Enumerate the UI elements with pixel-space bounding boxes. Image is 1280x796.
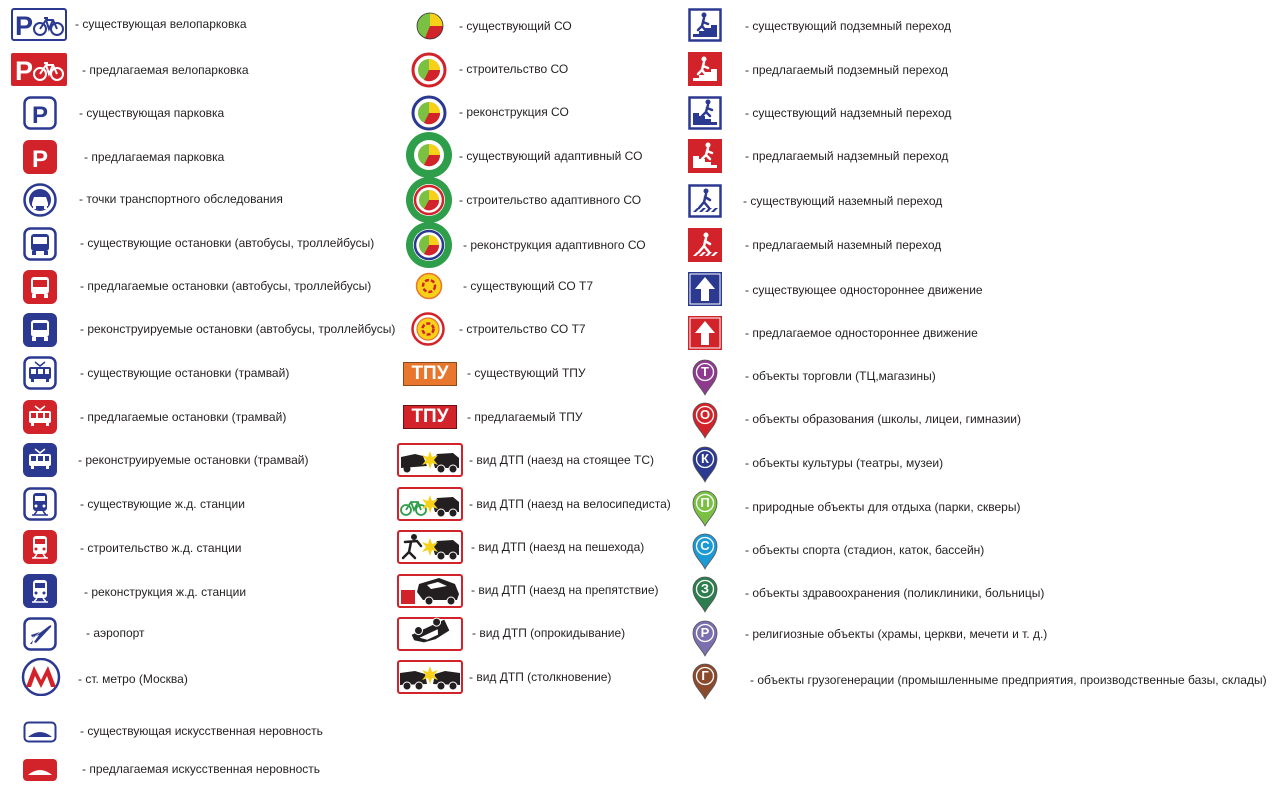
legend-label: - природные объекты для отдыха (парки, скверы): [745, 500, 1021, 514]
car-survey-point-icon: [23, 183, 57, 217]
legend-label: - существующая парковка: [79, 106, 225, 120]
pin-letter: Р: [700, 625, 710, 640]
legend-label: - аэропорт: [86, 626, 145, 640]
tpu-proposed-icon: ТПУ: [403, 405, 457, 429]
legend-label: - строительство СО: [459, 62, 569, 76]
legend-label: - существующий подземный переход: [745, 19, 951, 33]
pin-freight-icon: [690, 662, 720, 700]
legend-label: - существующая велопарковка: [75, 17, 247, 31]
legend-label: - реконструкция адаптивного СО: [463, 238, 646, 252]
pin-sport-icon: [690, 532, 720, 570]
legend-label: - существующий адаптивный СО: [459, 149, 643, 163]
tpu-existing-icon: ТПУ: [403, 362, 457, 386]
legend-label: - предлагаемый подземный переход: [745, 63, 948, 77]
bus-stop-proposed-icon: [23, 270, 57, 304]
accident-pedestrian-icon: [397, 530, 463, 564]
svg-text:P: P: [15, 11, 34, 41]
legend-label: - объекты спорта (стадион, каток, бассейн): [745, 543, 985, 557]
legend-label: - существующий СО: [459, 19, 572, 33]
pin-trade-icon: [690, 358, 720, 396]
bike-parking-proposed-icon: [11, 53, 67, 86]
legend-label: - существующие остановки (автобусы, троллейбусы): [80, 236, 375, 250]
tram-stop-reconstruction-icon: [23, 443, 57, 477]
accident-cyclist-icon: [397, 487, 463, 521]
pin-letter: П: [700, 495, 710, 510]
accident-parked-vehicle-icon: [397, 443, 463, 477]
underpass-existing-icon: [688, 8, 722, 42]
pin-health-icon: [690, 575, 720, 613]
tram-stop-proposed-icon: [23, 400, 57, 434]
legend-label: - предлагаемое одностороннее движение: [745, 326, 978, 340]
speed-bump-existing-icon: [23, 721, 57, 743]
adaptive-traffic-light-construction-icon: [405, 176, 453, 224]
svg-text:P: P: [31, 146, 49, 173]
traffic-light-existing-icon: [415, 11, 445, 41]
legend-label: - вид ДТП (опрокидывание): [472, 626, 626, 640]
legend-label: - реконструируемые остановки (трамвай): [78, 453, 309, 467]
accident-rollover-icon: [397, 617, 463, 651]
overpass-proposed-icon: [688, 139, 722, 173]
bus-stop-existing-icon: [23, 227, 57, 261]
legend-label: - вид ДТП (наезд на стоящее ТС): [469, 453, 655, 467]
legend-label: - объекты образования (школы, лицеи, гимназии): [745, 412, 1021, 426]
pin-letter: К: [701, 451, 709, 466]
pin-letter: З: [700, 581, 710, 596]
rail-station-construction-icon: [23, 530, 57, 564]
legend-label: - существующие остановки (трамвай): [80, 366, 290, 380]
legend-label: - предлагаемый наземный переход: [745, 238, 942, 252]
accident-obstacle-icon: [397, 574, 463, 608]
pin-culture-icon: [690, 445, 720, 483]
legend-label: - существующая искусственная неровность: [80, 724, 323, 738]
legend-label: - существующие ж.д. станции: [80, 497, 245, 511]
bus-stop-reconstruction-icon: [23, 313, 57, 347]
t7-traffic-light-construction-icon: [411, 312, 445, 346]
svg-text:P: P: [31, 102, 49, 129]
legend-label: - вид ДТП (наезд на пешехода): [471, 540, 645, 554]
pin-letter: С: [700, 538, 710, 553]
bike-parking-existing-icon: [11, 8, 67, 41]
underpass-proposed-icon: [688, 52, 722, 86]
rail-station-existing-icon: [23, 487, 57, 521]
legend-label: - строительство адаптивного СО: [459, 193, 642, 207]
legend-label: - предлагаемые остановки (трамвай): [80, 410, 287, 424]
legend-label: - объекты культуры (театры, музеи): [745, 456, 944, 470]
legend-label: - вид ДТП (наезд на велосипедиста): [469, 497, 671, 511]
legend-label: - строительство ж.д. станции: [80, 541, 242, 555]
legend-label: - предлагаемая искусственная неровность: [82, 762, 321, 776]
legend-label: - существующее одностороннее движение: [745, 283, 983, 297]
pin-religion-icon: [690, 619, 720, 657]
legend-label: - предлагаемая парковка: [84, 150, 225, 164]
adaptive-traffic-light-reconstruction-icon: [405, 221, 453, 269]
legend-label: - реконструкция СО: [459, 105, 569, 119]
airport-icon: [23, 617, 57, 651]
legend-label: - предлагаемый надземный переход: [745, 149, 949, 163]
parking-existing-icon: [23, 96, 57, 130]
t7-traffic-light-existing-icon: [415, 272, 443, 300]
legend-label: - вид ДТП (столкновение): [469, 670, 612, 684]
crosswalk-existing-icon: [688, 184, 722, 218]
adaptive-traffic-light-existing-icon: [405, 131, 453, 179]
legend-label: - предлагаемый ТПУ: [467, 410, 583, 424]
legend-label: - религиозные объекты (храмы, церкви, мечети и т. д.): [745, 627, 1048, 641]
legend-label: - точки транспортного обследования: [79, 192, 283, 206]
accident-collision-icon: [397, 660, 463, 694]
crosswalk-proposed-icon: [688, 228, 722, 262]
legend-label: - существующий ТПУ: [467, 366, 586, 380]
tram-stop-existing-icon: [23, 356, 57, 390]
rail-station-reconstruction-icon: [23, 574, 57, 608]
pin-letter: О: [699, 407, 711, 422]
legend-label: - вид ДТП (наезд на препятствие): [471, 583, 659, 597]
legend-label: - реконструируемые остановки (автобусы, троллейбусы): [80, 322, 396, 336]
legend-label: - объекты грузогенерации (промышленныме предприятия, производственные базы, склады): [750, 673, 1267, 687]
legend-label: - существующий надземный переход: [745, 106, 952, 120]
pin-education-icon: [690, 401, 720, 439]
traffic-light-construction-icon: [411, 52, 447, 88]
speed-bump-proposed-icon: [23, 759, 57, 781]
parking-proposed-icon: [23, 140, 57, 174]
legend-label: - реконструкция ж.д. станции: [84, 585, 247, 599]
legend-label: - предлагаемая велопарковка: [82, 63, 249, 77]
legend-label: - строительство СО Т7: [459, 322, 586, 336]
overpass-existing-icon: [688, 96, 722, 130]
legend-label: - объекты торговли (ТЦ,магазины): [745, 369, 936, 383]
metro-icon: [20, 658, 62, 696]
legend-label: - существующий СО Т7: [463, 279, 594, 293]
one-way-existing-icon: [688, 272, 722, 306]
legend-label: - ст. метро (Москва): [78, 672, 188, 686]
pin-nature-icon: [690, 489, 720, 527]
legend-label: - объекты здравоохранения (поликлиники, больницы): [745, 586, 1045, 600]
one-way-proposed-icon: [688, 316, 722, 350]
svg-text:P: P: [15, 56, 34, 86]
pin-letter: Т: [701, 364, 709, 379]
legend-label: - существующий наземный переход: [743, 194, 943, 208]
traffic-light-reconstruction-icon: [411, 95, 447, 131]
legend-label: - предлагаемые остановки (автобусы, троллейбусы): [80, 279, 372, 293]
pin-letter: Г: [701, 668, 709, 683]
